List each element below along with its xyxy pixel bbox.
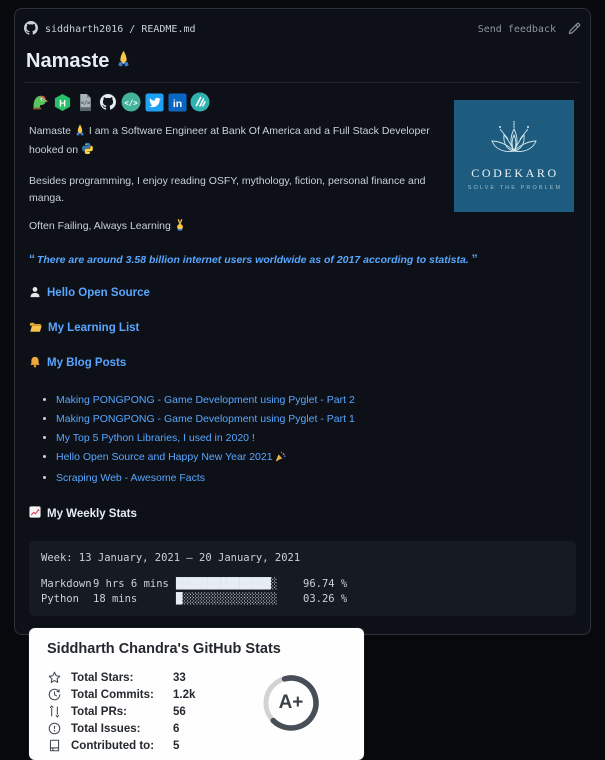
repo-breadcrumb[interactable] [24,21,196,38]
quote-text: There are around 3.58 billion internet users worldwide as of 2017 according to statista. [36,253,469,266]
list-item [56,429,576,448]
blog-post-link-new-year[interactable] [56,451,286,463]
party-parrot-icon[interactable] [29,92,49,112]
my-blog-posts-label: My Blog Posts [47,357,127,370]
open-quote-mark: “ [29,251,34,266]
language-percent: 96.74 % [303,578,348,591]
stat-label: Total PRs: [71,705,128,718]
stat-value: 6 [173,722,180,735]
language-progress-bar: ███████████████░ [176,578,278,591]
bell-icon [29,356,41,371]
repo-book-icon [47,739,62,752]
svg-text:</>: </> [80,99,91,106]
twitter-icon[interactable] [144,92,164,112]
blog-post-link-pyglet-part2[interactable]: Making PONGPONG - Game Development using Pyglet - Part 2 [56,393,355,406]
my-learning-list-link[interactable] [29,321,576,336]
svg-text:in: in [172,98,182,110]
hackerearth-icon[interactable] [75,92,95,112]
chart-increasing-icon [29,506,41,521]
person-icon [29,286,41,301]
internet-users-quote [29,252,576,266]
list-item [56,469,576,488]
my-weekly-stats-heading [29,506,576,521]
github-stats-card[interactable] [29,628,364,760]
folder-icon [29,321,42,336]
readme-panel [14,8,591,752]
my-learning-list-label: My Learning List [48,322,140,335]
language-time: 18 mins [93,592,138,605]
pull-request-icon [47,705,62,718]
prayer-hands-icon [74,124,86,142]
repo-path: siddharth2016 / README.md [45,24,196,35]
github-icon[interactable] [98,92,118,112]
victory-hand-icon [174,219,186,237]
blog-post-link-pyglet-part1[interactable]: Making PONGPONG - Game Development using Pyglet - Part 1 [56,412,355,425]
list-item [56,410,576,429]
rank-ring [261,673,321,733]
codekaro-image[interactable] [454,100,574,212]
my-weekly-stats-label: My Weekly Stats [47,507,137,520]
language-progress-bar: █░░░░░░░░░░░░░░░ [176,592,278,605]
week-range: Week: 13 January, 2021 – 20 January, 2021 [41,552,301,565]
language-percent: 03.26 % [303,592,348,605]
language-name: Python [41,592,79,605]
svg-text:</>: </> [124,98,138,108]
issue-icon [47,722,62,735]
stat-value: 56 [173,705,186,718]
list-item [56,391,576,410]
stat-label: Contributed to: [71,739,155,752]
codekaro-wordmark: CODEKARO [471,166,559,180]
octocat-icon [24,21,38,38]
page-title [24,50,581,83]
python-logo-icon [81,142,94,161]
stats-card-title: Siddharth Chandra's GitHub Stats [47,641,281,658]
page-title-text: Namaste [26,50,110,72]
readme-content [24,92,581,760]
my-blog-posts-link[interactable] [29,356,576,371]
svg-text:H: H [58,97,66,109]
stat-label: Total Stars: [71,671,134,684]
stat-value: 5 [173,739,180,752]
hackerrank-icon[interactable] [52,92,72,112]
table-row [47,737,346,754]
hello-open-source-label: Hello Open Source [47,287,150,300]
stat-value: 1.2k [173,688,196,701]
stat-label: Total Issues: [71,722,141,735]
send-feedback-link[interactable]: Send feedback [477,24,556,35]
language-name: Markdown [41,578,92,591]
rank-grade: A+ [278,692,304,714]
linkedin-icon[interactable] [167,92,187,112]
stat-value: 33 [173,671,186,684]
readme-header-bar [24,21,581,38]
diagonal-lines-badge-icon[interactable] [190,92,210,112]
star-icon [47,671,62,684]
motto-paragraph [29,218,576,237]
motto-text: Often Failing, Always Learning [29,220,171,233]
table-row [41,577,564,592]
edit-pencil-icon[interactable] [568,22,581,38]
table-row [41,592,564,607]
wakatime-stats-block [29,541,576,616]
list-item [56,448,576,469]
codekaro-tagline: SOLVE THE PROBLEM [467,185,563,191]
close-quote-mark: ” [471,251,477,266]
code-circle-icon[interactable] [121,92,141,112]
lotus-illustration [478,121,550,163]
stat-label: Total Commits: [71,688,154,701]
blog-post-list [29,391,576,489]
party-popper-icon [275,450,286,469]
prayer-hands-icon [115,50,132,73]
hello-open-source-link[interactable] [29,286,576,301]
intro-namaste-text: Namaste [29,125,72,137]
social-badges-row [29,92,442,112]
history-clock-icon [47,688,62,701]
blog-post-text: Hello Open Source and Happy New Year 2021 [56,450,273,463]
language-time: 9 hrs 6 mins [93,578,169,591]
blog-post-link-scraping-web[interactable]: Scraping Web - Awesome Facts [56,472,206,484]
intro-role-text: I am a Software Engineer at Bank Of America and a Full Stack Developer hooked on [29,125,430,157]
blog-post-link-top5-python[interactable]: My Top 5 Python Libraries, I used in 2020 ! [56,431,255,444]
hobbies-paragraph: Besides programming, I enjoy reading OSFY, mythology, fiction, personal finance and manga. [29,174,426,204]
